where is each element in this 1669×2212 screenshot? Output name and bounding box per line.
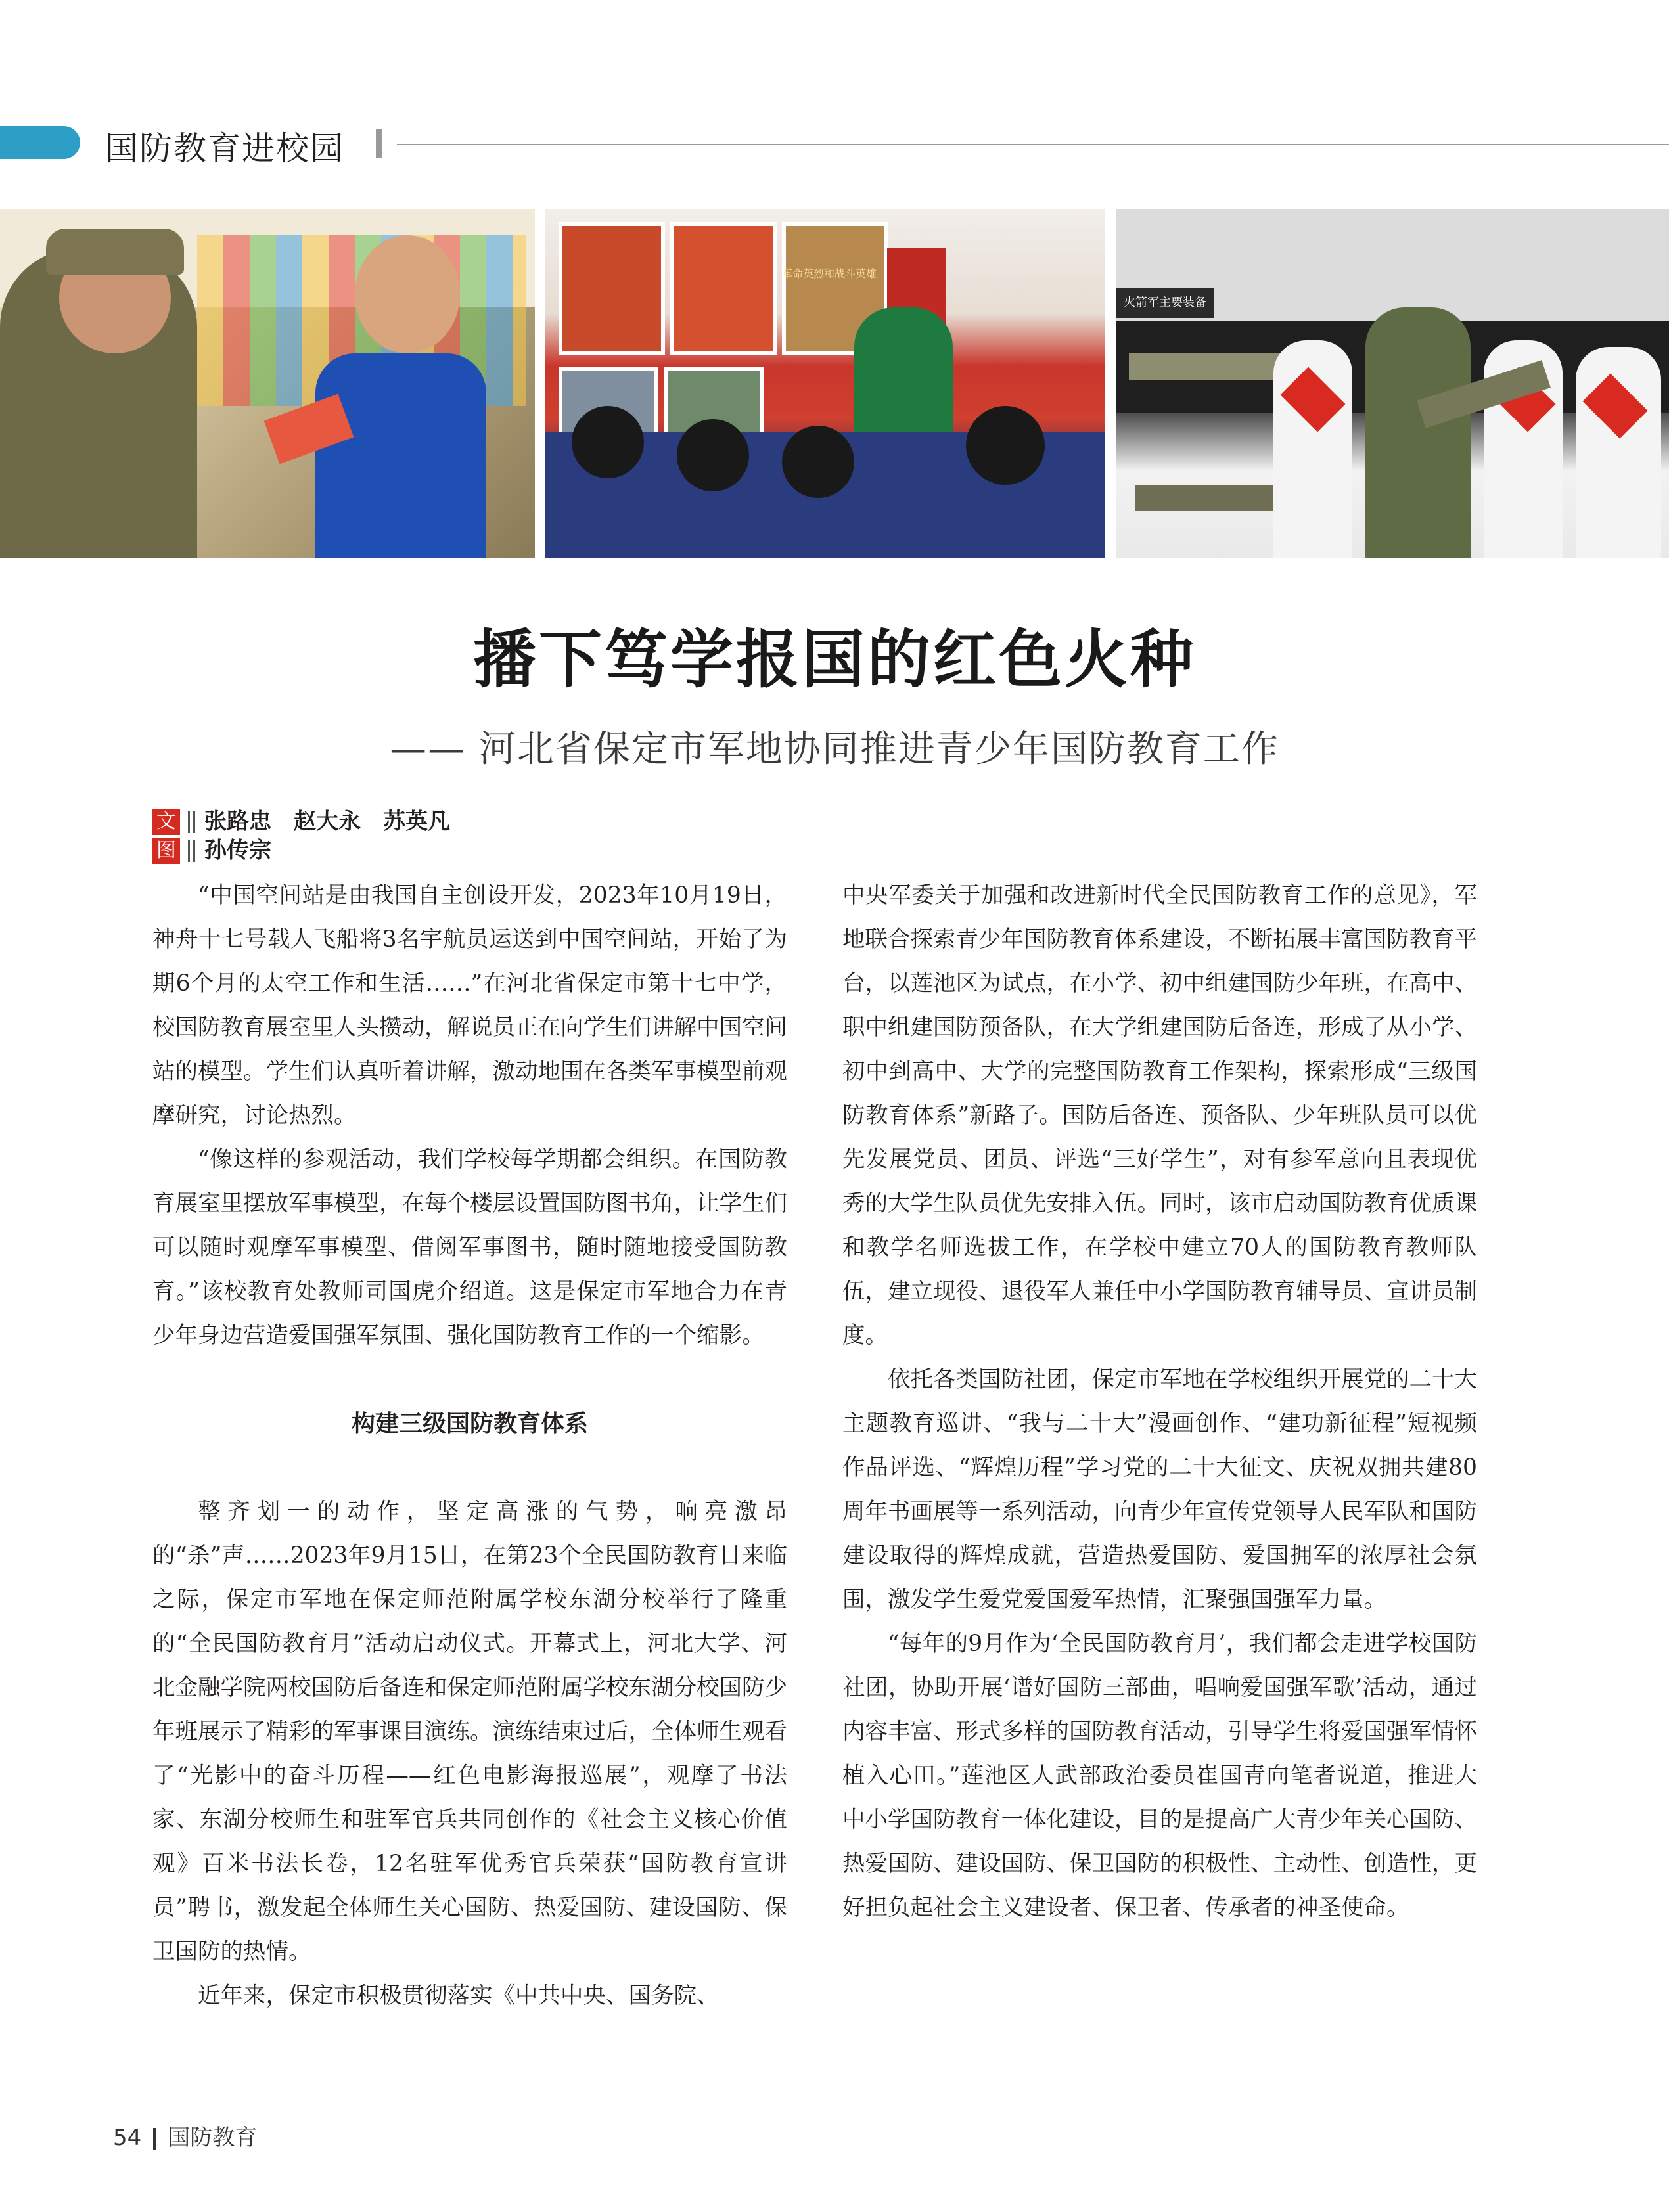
magazine-name: 国防教育 (168, 2125, 258, 2151)
credit-authors: 张路忠 赵大永 苏英凡 (204, 808, 450, 835)
section-heading: 构建三级国防教育体系 (351, 1411, 588, 1437)
credit-badge: 文 (152, 809, 180, 835)
paragraph: 依托各类国防社团，保定市军地在学校组织开展党的二十大主题教育巡讲、“我与二十大”漫画创作、“建功新征程”短视频作品评选、“辉煌历程”学习党的二十大征文、庆祝双拥共建80周年书画展等一系列活动，向青少年宣传党领导人民军队和国防建设取得的辉煌成就，营造热爱国防、爱国拥军的浓厚社会氛围，激发学生爱党爱国爱军热情，汇聚强国强军力量。 (842, 1366, 1477, 1613)
footer-divider (153, 2128, 156, 2150)
photo-missile-models (1116, 209, 1669, 558)
paragraph: 中央军委关于加强和改进新时代全民国防教育工作的意见》，军地联合探索青少年国防教育体系建设，不断拓展丰富国防教育平台，以莲池区为试点，在小学、初中组建国防少年班，在高中、职中组建国防预备队，在大学组建国防后备连，形成了从小学、初中到高中、大学的完整国防教育工作架构，探索形成“三级国防教育体系”新路子。国防后备连、预备队、少年班队员可以优先发展党员、团员、评选“三好学生”，对有参军意向且表现优秀的大学生队员优先安排入伍。同时，该市启动国防教育优质课和教学名师选拔工作，在学校中建立70人的国防教育教师队伍，建立现役、退役军人兼任中小学国防教育辅导员、宣讲员制度。 (842, 882, 1477, 1349)
paragraph: “中国空间站是由我国自主创设开发，2023年10月19日，神舟十七号载人飞船将3名宇航员运送到中国空间站，开始了为期6个月的太空工作和生活……”在河北省保定市第十七中学，校国防教育展室里人头攒动，解说员正在向学生们讲解中国空间站的模型。学生们认真听着讲解，激动地围在各类军事模型前观摩研究，讨论热烈。 (152, 882, 787, 1129)
page-footer (113, 2119, 257, 2152)
photo-hero-exhibition (545, 209, 1105, 558)
page-number: 54 (113, 2125, 142, 2151)
article-subtitle: —— 河北省保定市军地协同推进青少年国防教育工作 (390, 728, 1279, 771)
section-title-divider (376, 129, 382, 158)
credit-separator (188, 811, 195, 833)
spacer (152, 1446, 787, 1490)
article-column-left (152, 874, 787, 2018)
section-tab-marker (0, 126, 80, 159)
credit-badge: 图 (152, 838, 180, 864)
paragraph: “每年的9月作为‘全民国防教育月’，我们都会走进学校国防社团，协助开展‘谱好国防三部曲，唱响爱国强军歌’活动，通过内容丰富、形式多样的国防教育活动，引导学生将爱国强军情怀植入心田。”莲池区人武部政治委员崔国青向笔者说道，推进大中小学国防教育一体化建设，目的是提高广大青少年关心国防、热爱国防、建设国防、保卫国防的积极性、主动性、创造性，更好担负起社会主义建设者、保卫者、传承者的神圣使命。 (842, 1631, 1477, 1921)
photo-soldier-with-child (0, 209, 535, 558)
exhibit-panel-label: 火箭军主要装备 (1116, 288, 1214, 318)
article-column-right (842, 874, 1477, 1930)
paragraph: “像这样的参观活动，我们学校每学期都会组织。在国防教育展室里摆放军事模型，在每个楼层设置国防图书角，让学生们可以随时观摩军事模型、借阅军事图书，随时随地接受国防教育。”该校教育处教师司国虎介绍道。这是保定市军地合力在青少年身边营造爱国强军氛围、强化国防教育工作的一个缩影。 (152, 1146, 787, 1349)
spacer (152, 1358, 787, 1402)
credit-line-photo (152, 836, 271, 863)
exhibit-poster-label: 革命英烈和战斗英雄 (782, 267, 877, 280)
section-title: 国防教育进校园 (105, 129, 344, 168)
credit-photographer: 孙传宗 (204, 837, 271, 864)
paragraph: 近年来，保定市积极贯彻落实《中共中央、国务院、 (198, 1983, 720, 2009)
credit-separator (188, 840, 195, 862)
credit-line-text (152, 807, 450, 834)
header-rule (397, 144, 1669, 145)
article-title: 播下笃学报国的红色火种 (473, 623, 1196, 696)
paragraph: 整齐划一的动作，坚定高涨的气势，响亮激昂的“杀”声……2023年9月15日，在第23个全民国防教育日来临之际，保定市军地在保定师范附属学校东湖分校举行了隆重的“全民国防教育月”活动启动仪式。开幕式上，河北大学、河北金融学院两校国防后备连和保定师范附属学校东湖分校国防少年班展示了精彩的军事课目演练。演练结束过后，全体师生观看了“光影中的奋斗历程——红色电影海报巡展”，观摩了书法家、东湖分校师生和驻军官兵共同创作的《社会主义核心价值观》百米书法长卷，12名驻军优秀官兵荣获“国防教育宣讲员”聘书，激发起全体师生关心国防、热爱国防、建设国防、保卫国防的热情。 (152, 1499, 787, 1965)
